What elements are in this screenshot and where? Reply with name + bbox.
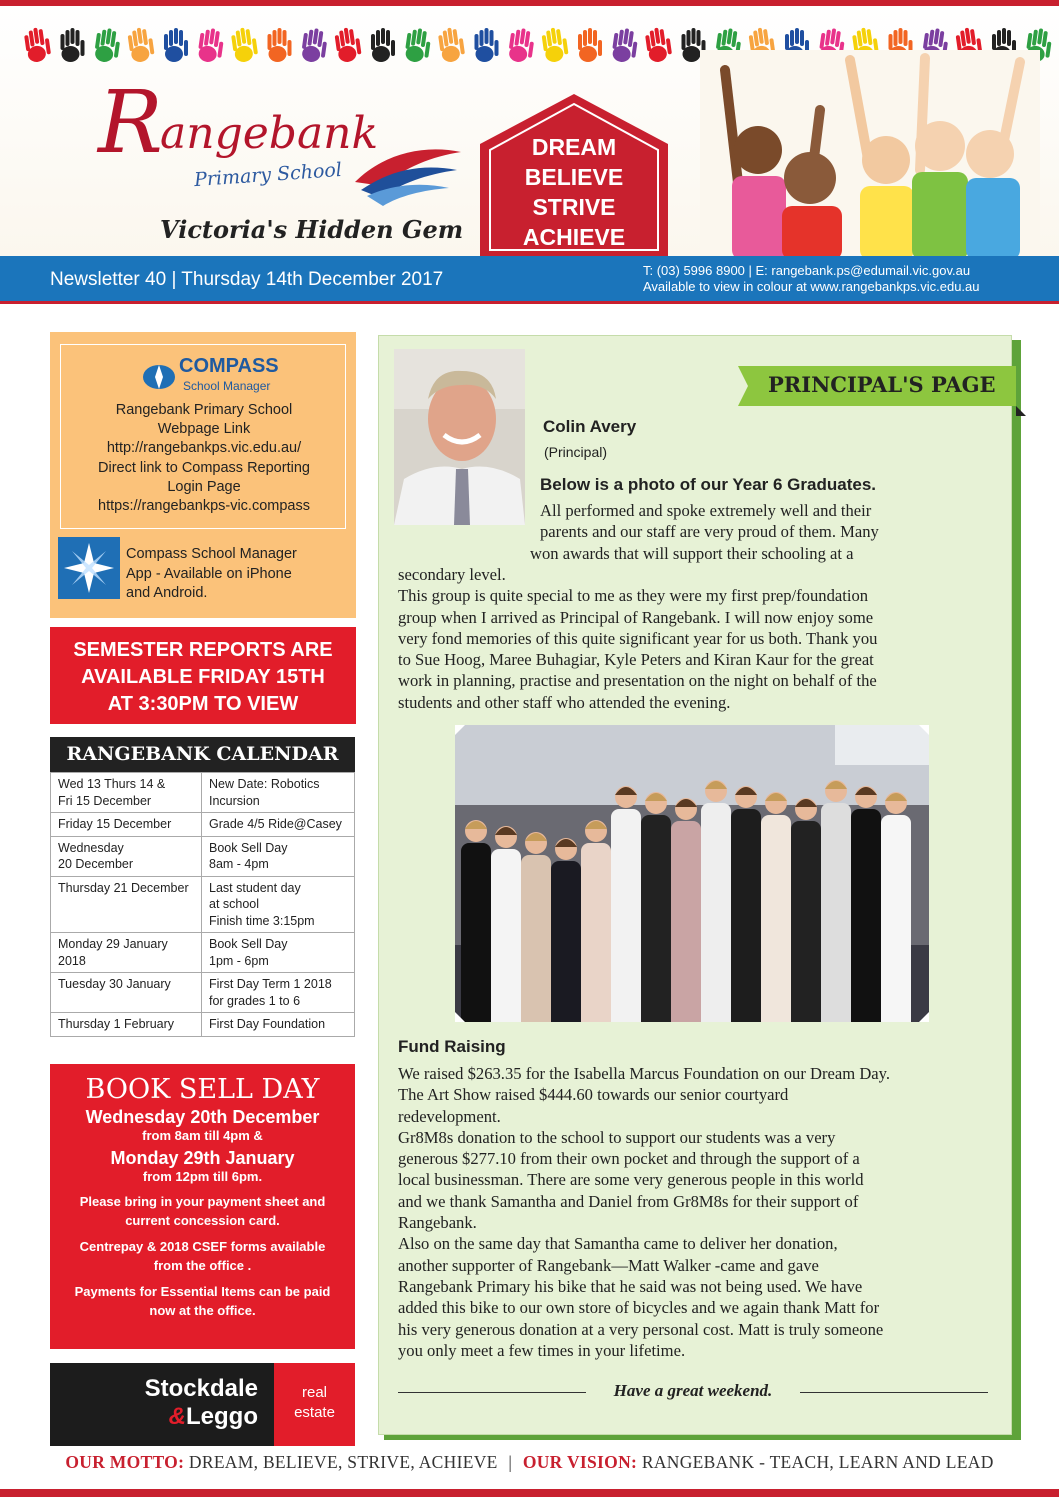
calendar-date (51, 836, 202, 876)
sponsor-side-1: real (301, 1384, 327, 1401)
text-line: All performed and spoke extremely well and their (540, 501, 872, 520)
sponsor-side-2: estate (294, 1404, 335, 1421)
compass-logo (141, 355, 281, 395)
children-photo (700, 50, 1040, 260)
value-achieve: ACHIEVE (522, 224, 626, 250)
semester-line-2: AVAILABLE FRIDAY 15TH (81, 666, 325, 688)
logo-initial: R (98, 73, 163, 173)
values-list (478, 132, 670, 252)
book-sell-time-1: from 8am till 4pm & (142, 1128, 263, 1143)
text-line: redevelopment. (398, 1106, 501, 1126)
calendar-date-line: 2018 (58, 953, 86, 968)
calendar-date-line: Fri 15 December (58, 793, 152, 808)
contact-details (643, 263, 980, 295)
note-line: Please bring in your payment sheet and (79, 1194, 326, 1209)
fund-raising-heading: Fund Raising (398, 1037, 506, 1056)
handprint-icon (644, 26, 672, 63)
handprint-icon (230, 26, 258, 63)
note-line: Centrepay & 2018 CSEF forms available (79, 1239, 326, 1254)
calendar-row (51, 836, 355, 876)
calendar-event-line: Book Sell Day (209, 840, 288, 855)
calendar-date (51, 813, 202, 837)
handprint-icon (334, 26, 362, 63)
principal-paragraph-2 (398, 564, 998, 713)
calendar-event-line: 8am - 4pm (209, 857, 269, 871)
calendar-event-line: First Day Foundation (209, 1017, 326, 1031)
text-line: another supporter of Rangebank—Matt Walker -came and gave (398, 1255, 819, 1275)
reporting-link-label: Direct link to Compass Reporting (98, 459, 310, 476)
graduate-figure (521, 832, 551, 1022)
handprint-icon (197, 27, 225, 64)
footer-separator: | (508, 1452, 513, 1472)
sponsor-word-1: Stockdale (144, 1375, 258, 1402)
book-sell-day-1: Wednesday 20th December (85, 1107, 320, 1127)
compass-links (60, 344, 346, 529)
calendar-event-line: Incursion (209, 793, 260, 808)
graduate-figure (491, 826, 521, 1022)
sponsor-real-estate (274, 1363, 355, 1446)
value-dream: DREAM (531, 134, 617, 160)
calendar-event (202, 773, 355, 813)
sponsor-advert[interactable] (50, 1363, 355, 1446)
text-line: local businessman. There are some very generous people in this world (398, 1170, 864, 1190)
bird-emblem-icon (353, 134, 463, 214)
graduates-heading: Below is a photo of our Year 6 Graduates. (540, 475, 876, 494)
signoff-rule-left (398, 1392, 586, 1393)
note-line: from the office . (153, 1258, 252, 1273)
calendar-event-line: at school (209, 897, 260, 911)
webpage-link-label: Webpage Link (157, 421, 251, 438)
handprint-icon (437, 26, 465, 63)
calendar-event-line: Grade 4/5 Ride@Casey (209, 817, 342, 831)
text-line: to Sue Hoog, Maree Buhagiar, Kyle Peters and Kiran Kaur for the great (398, 650, 874, 670)
book-sell-day-notice (50, 1064, 355, 1349)
graduate-figure (581, 820, 611, 1022)
calendar-date (51, 1013, 202, 1037)
graduate-figure (791, 798, 821, 1022)
calendar-event-line: Book Sell Day (209, 937, 288, 951)
vision-label: OUR VISION: (522, 1452, 638, 1472)
book-sell-time-2: from 12pm till 6pm. (142, 1169, 263, 1184)
book-sell-day-2: Monday 29th January (110, 1148, 295, 1168)
calendar-event-line: for grades 1 to 6 (209, 993, 301, 1008)
calendar-event (202, 933, 355, 973)
handprint-icon (23, 26, 51, 63)
text-line: The Art Show raised $444.60 towards our senior courtyard (398, 1085, 789, 1105)
value-strive: STRIVE (532, 194, 616, 220)
vision-text: RANGEBANK - TEACH, LEARN AND LEAD (641, 1452, 994, 1472)
graduate-figure (851, 786, 881, 1022)
compass-brand-sub: School Manager (183, 379, 271, 393)
text-line: Rangebank. (398, 1213, 477, 1233)
compass-app-info (58, 537, 348, 607)
sponsor-word-leggo: Leggo (186, 1403, 258, 1430)
text-line: work in planning, practise and presentation on the night on behalf of the (398, 671, 877, 691)
principal-role: (Principal) (544, 444, 608, 460)
handprint-icon (611, 27, 639, 64)
compass-brand: COMPASS (179, 355, 279, 377)
calendar-table (50, 772, 355, 1037)
newsletter-info-band (0, 256, 1059, 304)
calendar-row (51, 933, 355, 973)
calendar-title: RANGEBANK CALENDAR (50, 737, 355, 772)
calendar-date-line: Tuesday 30 January (58, 977, 171, 991)
note-line: now at the office. (149, 1303, 256, 1318)
calendar-date (51, 773, 202, 813)
app-line-2: App - Available on iPhone (126, 565, 292, 582)
school-website-link[interactable]: http://rangebankps.vic.edu.au/ (106, 440, 302, 457)
book-sell-note-2 (50, 1237, 355, 1275)
handprint-icon (541, 26, 569, 63)
graduate-figure (611, 786, 641, 1022)
text-line: his very generous donation at a very personal cost. Matt is truly someone (398, 1319, 884, 1339)
calendar-date-line: Thursday 21 December (58, 880, 189, 895)
calendar-row (51, 813, 355, 837)
text-line: This group is quite special to me as they were my first prep/foundation (398, 586, 869, 606)
text-line: Also on the same day that Samantha came to deliver her donation, (398, 1234, 838, 1254)
handprint-icon (475, 28, 499, 62)
graduate-figure (641, 792, 671, 1022)
calendar-date-line: Monday 29 January (58, 937, 168, 951)
school-name-line: Rangebank Primary School (115, 402, 293, 418)
login-page-label: Login Page (167, 478, 241, 495)
book-sell-note-3 (50, 1282, 355, 1320)
calendar-row (51, 876, 355, 933)
compass-link-text (61, 401, 347, 516)
handprint-icon (507, 27, 535, 64)
graduate-figure (701, 780, 731, 1022)
calendar-event-line: First Day Term 1 2018 (209, 977, 332, 991)
handprint-icon (578, 28, 602, 62)
motto-text: DREAM, BELIEVE, STRIVE, ACHIEVE (188, 1452, 498, 1472)
calendar-event (202, 973, 355, 1013)
logo-subtitle: Primary School (193, 158, 343, 192)
principal-paragraph-1 (530, 500, 1000, 564)
calendar-date-line: 20 December (58, 857, 134, 871)
book-sell-title: BOOK SELL DAY (85, 1074, 320, 1105)
graduate-figure (551, 838, 581, 1022)
bottom-border (0, 1489, 1059, 1497)
handprint-icon (127, 26, 155, 63)
graduate-figure (731, 786, 761, 1022)
calendar-date-line: Wed 13 Thurs 14 & (58, 777, 166, 791)
graduate-figure (671, 798, 701, 1022)
graduates-photo (455, 725, 929, 1022)
calendar-date (51, 933, 202, 973)
calendar-row (51, 773, 355, 813)
text-line: generous $277.10 from their own pocket and through the support of a (398, 1149, 860, 1169)
handprint-icon (93, 27, 121, 64)
calendar-date-line: Wednesday (58, 840, 124, 855)
calendar-date (51, 876, 202, 933)
website-line: Available to view in colour at www.rangebankps.vic.edu.au (643, 279, 980, 294)
graduate-figure (761, 792, 791, 1022)
principal-page-title: PRINCIPAL'S PAGE (768, 372, 996, 397)
text-line: and we thank Samantha and Daniel from Gr8M8s for their support of (398, 1191, 859, 1211)
semester-line-3: AT 3:30PM TO VIEW (107, 693, 299, 715)
signoff-text: Have a great weekend. (613, 1381, 773, 1400)
fund-raising-text (398, 1063, 998, 1361)
graduate-figure (821, 780, 851, 1022)
school-logo (48, 72, 468, 252)
handprint-icon (268, 28, 292, 62)
handprint-icon (371, 28, 395, 62)
calendar-date-line: Friday 15 December (58, 817, 172, 831)
note-line: current concession card. (125, 1213, 280, 1228)
text-line: group when I arrived as Principal of Rangebank. I will now enjoy some (398, 607, 874, 627)
motto-label: OUR MOTTO: (65, 1452, 185, 1472)
handprint-icon (164, 28, 188, 62)
sponsor-word-2 (130, 1403, 258, 1431)
calendar-date-line: Thursday 1 February (58, 1017, 175, 1031)
signoff (398, 1381, 988, 1403)
semester-reports-notice (50, 627, 356, 724)
text-line: We raised $263.35 for the Isabella Marcus Foundation on our Dream Day. (398, 1064, 891, 1083)
text-line: added this bike to our own store of bicycles and we again thank Matt for (398, 1298, 880, 1318)
logo-tagline: Victoria's Hidden Gem (160, 215, 464, 244)
text-line: you only meet a few times in your lifetime. (398, 1340, 686, 1360)
app-line-3: and Android. (126, 585, 208, 601)
text-line: parents and our staff are very proud of them. Many (540, 522, 879, 542)
compass-box (50, 332, 356, 618)
newsletter-issue: Newsletter 40 | Thursday 14th December 2017 (50, 269, 444, 290)
compass-app-icon (58, 537, 120, 599)
compass-logo-icon (141, 357, 177, 393)
footer-motto-vision (0, 1452, 1059, 1473)
calendar-event (202, 876, 355, 933)
calendar-event-line: 1pm - 6pm (209, 953, 269, 968)
calendar-event (202, 813, 355, 837)
app-line-1: Compass School Manager (126, 546, 297, 562)
semester-line-1: SEMESTER REPORTS ARE (73, 639, 333, 661)
principal-photo (394, 349, 525, 525)
text-line: won awards that will support their schooling at a (530, 543, 854, 563)
text-line: very fond memories of this quite significant year for us both. Thank you (398, 628, 878, 648)
text-line: students and other staff who attended the evening. (398, 692, 731, 712)
compass-login-link[interactable]: https://rangebankps-vic.compass (98, 498, 310, 515)
text-line: secondary level. (398, 565, 506, 584)
graduate-figure (461, 820, 491, 1022)
text-line: Gr8M8s donation to the school to support our students was a very (398, 1127, 836, 1147)
text-line: Rangebank Primary his bike that he said was not being used. We have (398, 1276, 863, 1296)
handprint-icon (300, 27, 328, 64)
contact-line: T: (03) 5996 8900 | E: rangebank.ps@edumail.vic.gov.au (643, 263, 971, 278)
logo-wordmark: angebank (160, 108, 379, 159)
handprint-icon (404, 27, 432, 64)
calendar-event (202, 1013, 355, 1037)
value-believe: BELIEVE (524, 164, 624, 190)
principal-name: Colin Avery (543, 417, 637, 436)
book-sell-note-1 (50, 1192, 355, 1230)
signoff-rule-right (800, 1392, 988, 1393)
calendar-event-line: Finish time 3:15pm (209, 913, 315, 928)
sponsor-ampersand: & (168, 1403, 186, 1430)
calendar-date (51, 973, 202, 1013)
calendar-row (51, 1013, 355, 1037)
calendar-row (51, 973, 355, 1013)
note-line: Payments for Essential Items can be paid (74, 1284, 331, 1299)
compass-app-text (126, 545, 346, 604)
calendar-event (202, 836, 355, 876)
handprint-icon (61, 28, 85, 62)
graduate-figure (881, 792, 911, 1022)
calendar-event-line: New Date: Robotics (209, 777, 320, 791)
calendar-event-line: Last student day (209, 880, 301, 895)
